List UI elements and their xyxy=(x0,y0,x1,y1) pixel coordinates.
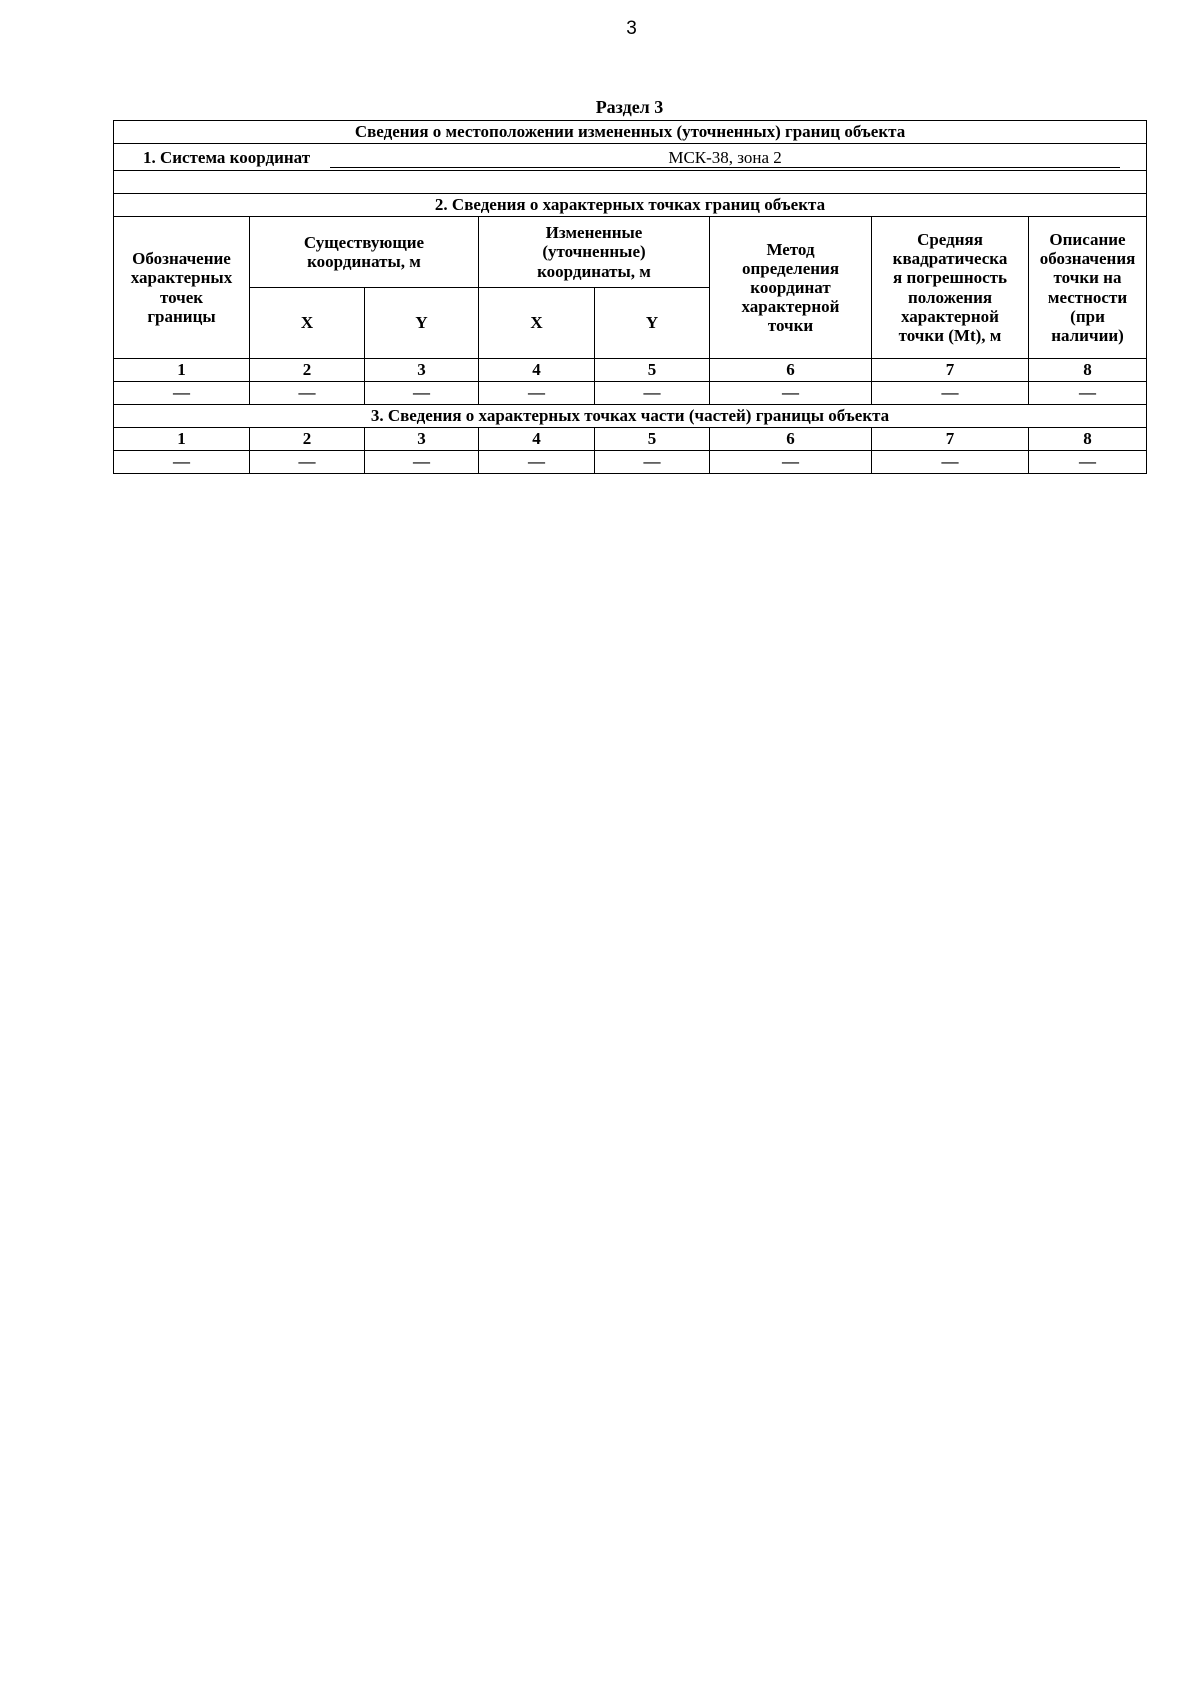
column-number: 7 xyxy=(872,428,1029,451)
table-cell: — xyxy=(710,382,872,405)
column-number: 6 xyxy=(710,428,872,451)
column-number: 8 xyxy=(1029,428,1147,451)
table-cell: — xyxy=(250,382,365,405)
coordinate-system-label: 1. Система координат xyxy=(142,147,311,167)
table-cell: — xyxy=(595,451,710,474)
table-cell: — xyxy=(479,451,595,474)
header-existing-coords: Существующие координаты, м xyxy=(250,217,479,288)
column-number: 1 xyxy=(114,359,250,382)
column-number: 3 xyxy=(365,359,479,382)
header-method: Метод определения координат характерной точки xyxy=(710,217,872,359)
column-number: 1 xyxy=(114,428,250,451)
column-number: 5 xyxy=(595,428,710,451)
table-cell: — xyxy=(710,451,872,474)
column-number: 6 xyxy=(710,359,872,382)
table-cell: — xyxy=(365,382,479,405)
coordinate-system-value: МСК-38, зона 2 xyxy=(330,146,1120,168)
column-number: 3 xyxy=(365,428,479,451)
table-cell: — xyxy=(250,451,365,474)
table-cell: — xyxy=(479,382,595,405)
header-existing-x: X xyxy=(250,288,365,359)
column-number: 7 xyxy=(872,359,1029,382)
column-number: 4 xyxy=(479,428,595,451)
table-cell: — xyxy=(872,382,1029,405)
table-row xyxy=(114,382,1147,405)
header-existing-y: Y xyxy=(365,288,479,359)
boundary-table xyxy=(113,120,1147,474)
section-title: Раздел 3 xyxy=(595,97,664,117)
header-description: Описание обозначения точки на местности (при наличии) xyxy=(1029,217,1147,359)
column-number: 5 xyxy=(595,359,710,382)
page-number: 3 xyxy=(626,18,637,39)
blank-row xyxy=(114,171,1147,194)
table-cell: — xyxy=(872,451,1029,474)
column-number: 8 xyxy=(1029,359,1147,382)
header-changed-coords: Измененные (уточненные) координаты, м xyxy=(479,217,710,288)
table-cell: — xyxy=(114,382,250,405)
header-changed-x: X xyxy=(479,288,595,359)
table-cell: — xyxy=(114,451,250,474)
subsection2-title: 2. Сведения о характерных точках границ объекта xyxy=(114,194,1147,217)
column-number: 4 xyxy=(479,359,595,382)
header-changed-y: Y xyxy=(595,288,710,359)
subsection3-title: 3. Сведения о характерных точках части (частей) границы объекта xyxy=(114,405,1147,428)
column-number: 2 xyxy=(250,428,365,451)
table-cell: — xyxy=(1029,451,1147,474)
header-mean-error: Средняя квадратическа я погрешность положения характерной точки (Mt), м xyxy=(872,217,1029,359)
table-cell: — xyxy=(595,382,710,405)
table-title: Сведения о местоположении измененных (уточненных) границ объекта xyxy=(114,121,1147,144)
table-row xyxy=(114,451,1147,474)
column-number: 2 xyxy=(250,359,365,382)
table-cell: — xyxy=(1029,382,1147,405)
header-designation: Обозначение характерных точек границы xyxy=(114,217,250,359)
table-cell: — xyxy=(365,451,479,474)
coordinate-system-cell xyxy=(114,144,1147,171)
